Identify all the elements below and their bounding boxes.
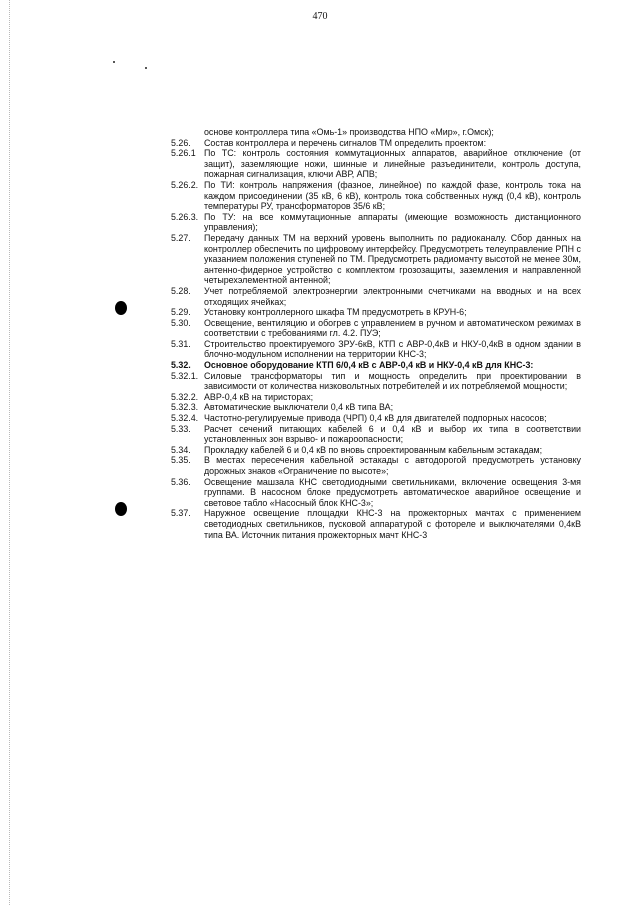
clause-item (171, 413, 581, 424)
page-number: 470 (312, 11, 328, 22)
clause-number: 5.27. (171, 232, 191, 243)
document-body (171, 127, 581, 540)
clause-number: 5.34. (171, 444, 191, 455)
clause-item (171, 127, 581, 138)
punch-hole (115, 301, 127, 315)
clause-text: По ТС: контроль состояния коммутационных аппаратов, аварийное отключение (от защит), заземляющие ножи, шинные и линейные разъединители, контроль доступа, пожарная сигнализация, ключи АВР, АПВ; (204, 148, 581, 180)
clause-text: Учет потребляемой электроэнергии электронными счетчиками на вводных и на всех отходящих ячейках; (204, 285, 581, 307)
clause-number: 5.32.4. (171, 413, 199, 424)
clause-number: 5.35. (171, 455, 191, 466)
clause-number: 5.31. (171, 338, 191, 349)
clause-number: 5.30. (171, 317, 191, 328)
clause-text: Расчет сечений питающих кабелей 6 и 0,4 кВ и выбор их типа в соответствии установленных зон взрыво- и пожароопасности; (204, 423, 581, 445)
clause-item (171, 392, 581, 403)
clause-text: Наружное освещение площадки КНС-3 на прожекторных мачтах с применением светодиодных светильников, пусковой аппаратурой с фотореле и выключателями 0,4кВ типа ВА. Источник питания прожекторных мачт КНС-3 (204, 508, 581, 540)
clause-item (171, 402, 581, 413)
clause-number: 5.32.3. (171, 402, 199, 413)
clause-item (171, 445, 581, 456)
clause-item (171, 455, 581, 476)
clause-item (171, 286, 581, 307)
clause-number: 5.33. (171, 423, 191, 434)
page-left-edge (9, 0, 10, 905)
clause-item (171, 138, 581, 149)
clause-number: 5.32.2. (171, 391, 199, 402)
punch-hole (115, 502, 127, 516)
clause-item (171, 148, 581, 180)
clause-number: 5.29. (171, 307, 191, 318)
clause-item (171, 360, 581, 371)
clause-item (171, 339, 581, 360)
scan-speck (145, 67, 147, 69)
clause-item (171, 233, 581, 286)
clause-text: В местах пересечения кабельной эстакады с автодорогой предусмотреть установку дорожных знаков «Ограничение по высоте»; (204, 455, 581, 476)
clause-number: 5.26.3. (171, 211, 199, 222)
clause-text: Строительство проектируемого ЗРУ-6кВ, КТП с АВР-0,4кВ и НКУ-0,4кВ в одном здании в блочно-модульном исполнении на территории КНС-3; (204, 338, 581, 360)
clause-number: 5.36. (171, 476, 191, 487)
clause-item (171, 371, 581, 392)
scan-speck (113, 61, 115, 63)
clause-item (171, 477, 581, 509)
clause-text: Освещение, вентиляцию и обогрев с управлением в ручном и автоматическом режимах в соответствии с требованиями гл. 4.2. ПУЭ; (204, 317, 581, 339)
clause-item (171, 180, 581, 212)
clause-text: Установку контроллерного шкафа ТМ предусмотреть в КРУН-6; (204, 307, 467, 318)
clause-text: Передачу данных ТМ на верхний уровень выполнить по радиоканалу. Сбор данных на контроллер обеспечить по цифровому интерфейсу. Предусмотреть телеуправление РПН с указанием положения ступеней по ТМ. Предусмотреть радиомачту высотой не менее 30м, антенно-фидерное устройство с комплектом грозозащиты, заземления и направленной четырехэлементной антенной; (204, 232, 581, 286)
clause-text: Состав контроллера и перечень сигналов ТМ определить проектом: (204, 137, 487, 148)
clause-item (171, 508, 581, 540)
clause-number: 5.28. (171, 285, 191, 296)
clause-number: 5.32.1. (171, 370, 199, 381)
clause-text: Прокладку кабелей 6 и 0,4 кВ по вновь спроектированным кабельным эстакадам; (204, 444, 543, 455)
clause-item (171, 307, 581, 318)
clause-text: Частотно-регулируемые привода (ЧРП) 0,4 кВ для двигателей подпорных насосов; (204, 413, 547, 424)
clause-item (171, 424, 581, 445)
clause-number: 5.32. (171, 360, 191, 371)
clause-item (171, 318, 581, 339)
clause-text: Основное оборудование КТП 6/0,4 кВ с АВР-0,4 кВ и НКУ-0,4 кВ для КНС-3: (204, 360, 534, 371)
clause-text: АВР-0,4 кВ на тиристорах; (204, 391, 314, 402)
clause-text: Силовые трансформаторы тип и мощность определить при проектировании в зависимости от количества низковольтных потребителей и их потребляемой мощности; (204, 370, 581, 392)
clause-text: По ТУ: на все коммутационные аппараты (имеющие возможность дистанционного управления); (204, 211, 581, 233)
clause-item (171, 212, 581, 233)
clause-number: 5.37. (171, 508, 191, 519)
clause-text: Автоматические выключатели 0,4 кВ типа ВА; (204, 402, 394, 413)
clause-number: 5.26.1 (171, 148, 196, 159)
clause-text: основе контроллера типа «Омь-1» производства НПО «Мир», г.Омск); (204, 127, 494, 137)
clause-number: 5.26.2. (171, 179, 199, 190)
clause-number: 5.26. (171, 137, 191, 148)
clause-text: Освещение машзала КНС светодиодными светильниками, включение освещения 3-мя группами. В насосном блоке предусмотреть автоматическое аварийное освещение и световое табло «Насосный блок КНС-3»; (204, 476, 581, 508)
clause-text: По ТИ: контроль напряжения (фазное, линейное) по каждой фазе, контроль тока на каждом присоединении (35 кВ, 6 кВ), контроль тока собственных нужд (0,4 кВ), контроль температуры РУ, трансформаторов 35/6 кВ; (204, 179, 581, 212)
